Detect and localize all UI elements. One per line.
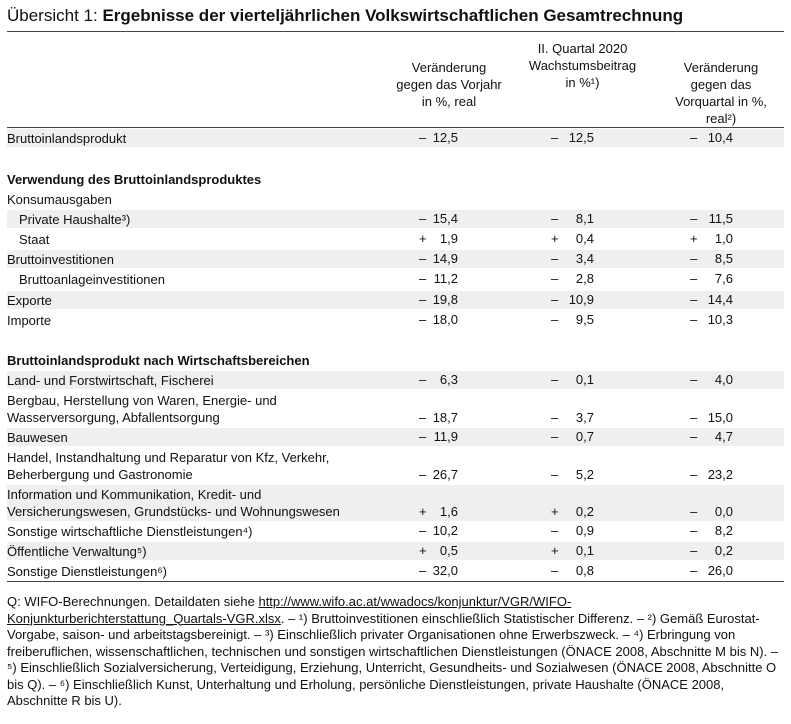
cell-value: 0,0 xyxy=(714,504,733,519)
section-heading xyxy=(7,170,784,188)
table-row xyxy=(7,448,784,484)
cell-sign: – xyxy=(551,523,559,538)
table-row xyxy=(7,270,784,288)
row-label: Staat xyxy=(19,232,50,247)
cell-sign: – xyxy=(551,429,559,444)
table-row xyxy=(7,129,784,147)
cell-value: 10,2 xyxy=(432,523,458,538)
cell-sign: – xyxy=(690,211,698,226)
cell-value: 15,4 xyxy=(432,211,458,226)
cell-sign: – xyxy=(551,372,559,387)
cell-value: 4,7 xyxy=(714,429,733,444)
table-row xyxy=(7,562,784,580)
header-rule xyxy=(7,127,784,128)
cell-value: 2,8 xyxy=(575,271,594,286)
cell-sign: + xyxy=(419,543,427,558)
cell-sign: + xyxy=(551,543,559,558)
row-label: Bruttoinlandsprodukt nach Wirtschaftsbereichen xyxy=(7,353,310,368)
table-row xyxy=(7,485,784,521)
cell-value: 10,9 xyxy=(568,292,594,307)
row-label: Bauwesen xyxy=(7,430,68,445)
cell-sign: – xyxy=(551,410,559,425)
cell-value: 0,8 xyxy=(575,563,594,578)
table-row xyxy=(7,291,784,309)
cell-value: 0,4 xyxy=(575,231,594,246)
cell-value: 6,3 xyxy=(439,372,458,387)
cell-value: 26,0 xyxy=(707,563,733,578)
footnote: Q: WIFO-Berechnungen. Detaildaten siehe http://www.wifo.ac.at/wwadocs/konjunktur/VGR/WIFO-Konjunkturberichterstattung_Quartals-VGR.xlsx. – ¹) Bruttoinvestitionen einschließlich Statistischer Differenz. – ²) Gemäß Eurostat-Vorgabe, saison- und arbeitstagsbereinigt. – ³) Einschließlich privater Organisationen ohne Erwerbszweck. – ⁴) Erbringung von freiberuflichen, wissenschaftlichen, technischen und sonstigen wirtschaftlichen Dienstleistungen (ÖNACE 2008, Abschnitte M bis N). – ⁵) Einschließlich Sozialversicherung, Verteidigung, Erziehung, Unterricht, Gesundheits- und Sozialwesen (ÖNACE 2008, Abschnitte O bis Q). – ⁶) Einschließlich Kunst, Unterhaltung und Erholung, persönliche Dienstleistungen, private Haushalte (ÖNACE 2008, Abschnitte R bis U). xyxy=(7,594,779,708)
table-row xyxy=(7,250,784,268)
cell-value: 11,9 xyxy=(433,429,458,444)
header-col-contribution: II. Quartal 2020 Wachstumsbeitrag in %¹) xyxy=(528,41,637,90)
cell-value: 0,2 xyxy=(575,504,594,519)
cell-sign: + xyxy=(551,231,559,246)
cell-sign: – xyxy=(690,130,698,145)
cell-sign: – xyxy=(419,271,427,286)
cell-sign: – xyxy=(419,372,427,387)
cell-value: 10,3 xyxy=(707,312,733,327)
row-label: Bruttoanlageinvestitionen xyxy=(19,272,165,287)
cell-sign: – xyxy=(419,467,427,482)
cell-value: 1,0 xyxy=(714,231,733,246)
cell-sign: – xyxy=(690,523,698,538)
title-main: Ergebnisse der vierteljährlichen Volkswirtschaftlichen Gesamtrechnung xyxy=(102,6,684,25)
cell-value: 11,5 xyxy=(708,211,733,226)
table-row xyxy=(7,230,784,248)
cell-sign: + xyxy=(690,231,698,246)
cell-value: 0,2 xyxy=(714,543,733,558)
cell-value: 23,2 xyxy=(707,467,733,482)
cell-value: 15,0 xyxy=(707,410,733,425)
cell-value: 0,7 xyxy=(575,429,594,444)
cell-value: 26,7 xyxy=(432,467,458,482)
row-label: Handel, Instandhaltung und Reparatur von Kfz, Verkehr, Beherbergung und Gastronomie xyxy=(7,450,330,482)
cell-sign: – xyxy=(690,312,698,327)
cell-sign: – xyxy=(419,429,427,444)
row-label: Bruttoinlandsprodukt xyxy=(7,131,127,146)
cell-value: 18,7 xyxy=(432,410,458,425)
cell-sign: – xyxy=(690,410,698,425)
cell-value: 14,9 xyxy=(432,251,458,266)
cell-value: 7,6 xyxy=(714,271,733,286)
row-label: Verwendung des Bruttoinlandsproduktes xyxy=(7,172,262,187)
cell-value: 4,0 xyxy=(714,372,733,387)
cell-sign: – xyxy=(419,523,427,538)
cell-value: 12,5 xyxy=(568,130,594,145)
cell-sign: – xyxy=(551,563,559,578)
row-label: Konsumausgaben xyxy=(7,192,112,207)
cell-sign: – xyxy=(690,271,698,286)
cell-value: 12,5 xyxy=(432,130,458,145)
cell-value: 8,2 xyxy=(714,523,733,538)
cell-value: 19,8 xyxy=(432,292,458,307)
cell-sign: – xyxy=(551,211,559,226)
cell-sign: – xyxy=(419,410,427,425)
table-row xyxy=(7,190,784,208)
cell-sign: – xyxy=(690,504,698,519)
cell-sign: – xyxy=(419,130,427,145)
cell-value: 0,1 xyxy=(575,372,594,387)
cell-sign: – xyxy=(690,251,698,266)
cell-value: 9,5 xyxy=(575,312,594,327)
row-label: Private Haushalte³) xyxy=(19,212,131,227)
table-title xyxy=(7,6,683,26)
cell-sign: – xyxy=(690,429,698,444)
row-label: Importe xyxy=(7,313,52,328)
title-prefix: Übersicht 1: xyxy=(7,6,103,25)
cell-sign: – xyxy=(551,467,559,482)
cell-sign: – xyxy=(419,312,427,327)
cell-value: 10,4 xyxy=(707,130,733,145)
table-row xyxy=(7,391,784,427)
table-row xyxy=(7,371,784,389)
cell-sign: – xyxy=(419,563,427,578)
cell-sign: – xyxy=(419,211,427,226)
cell-value: 0,9 xyxy=(575,523,594,538)
cell-sign: – xyxy=(690,543,698,558)
row-label: Information und Kommunikation, Kredit- und Versicherungswesen, Grundstücks- und Wohnungswesen xyxy=(7,487,340,519)
cell-sign: – xyxy=(551,251,559,266)
cell-value: 3,7 xyxy=(575,410,594,425)
table-row xyxy=(7,542,784,560)
cell-value: 14,4 xyxy=(707,292,733,307)
cell-sign: – xyxy=(419,292,427,307)
table-row xyxy=(7,522,784,540)
row-label: Sonstige Dienstleistungen⁶) xyxy=(7,564,167,579)
row-label: Bergbau, Herstellung von Waren, Energie- und Wasserversorgung, Abfallentsorgung xyxy=(7,393,277,425)
cell-sign: – xyxy=(690,467,698,482)
cell-sign: + xyxy=(419,504,427,519)
table-row xyxy=(7,210,784,228)
row-label: Sonstige wirtschaftliche Dienstleistungen⁴) xyxy=(7,524,253,539)
row-label: Öffentliche Verwaltung⁵) xyxy=(7,544,147,559)
bottom-rule xyxy=(7,581,784,582)
cell-value: 1,9 xyxy=(439,231,458,246)
cell-sign: – xyxy=(551,130,559,145)
cell-value: 11,2 xyxy=(433,271,458,286)
cell-sign: + xyxy=(551,504,559,519)
cell-sign: – xyxy=(690,563,698,578)
cell-value: 1,6 xyxy=(439,504,458,519)
header-col-yoy: Veränderung gegen das Vorjahr in %, real xyxy=(396,60,502,109)
cell-sign: – xyxy=(690,372,698,387)
table-row xyxy=(7,428,784,446)
cell-value: 8,5 xyxy=(714,251,733,266)
cell-sign: + xyxy=(419,231,427,246)
cell-sign: – xyxy=(551,292,559,307)
cell-value: 0,1 xyxy=(575,543,594,558)
top-rule xyxy=(7,31,784,32)
row-label: Land- und Forstwirtschaft, Fischerei xyxy=(7,373,214,388)
cell-value: 0,5 xyxy=(439,543,458,558)
cell-value: 3,4 xyxy=(575,251,594,266)
row-label: Exporte xyxy=(7,293,52,308)
row-label: Bruttoinvestitionen xyxy=(7,252,114,267)
source-link[interactable]: http://www.wifo.ac.at/wwadocs/konjunktur/VGR/WIFO-Konjunkturberichterstattung_Quartals-VGR.xlsx xyxy=(7,594,572,626)
table-row xyxy=(7,311,784,329)
cell-sign: – xyxy=(690,292,698,307)
cell-value: 18,0 xyxy=(432,312,458,327)
cell-sign: – xyxy=(551,271,559,286)
cell-value: 32,0 xyxy=(432,563,458,578)
cell-value: 5,2 xyxy=(575,467,594,482)
cell-sign: – xyxy=(419,251,427,266)
header-col-qoq: Veränderung gegen das Vorquartal in %, real²) xyxy=(675,60,767,126)
cell-sign: – xyxy=(551,312,559,327)
cell-value: 8,1 xyxy=(575,211,594,226)
section-heading xyxy=(7,351,784,369)
